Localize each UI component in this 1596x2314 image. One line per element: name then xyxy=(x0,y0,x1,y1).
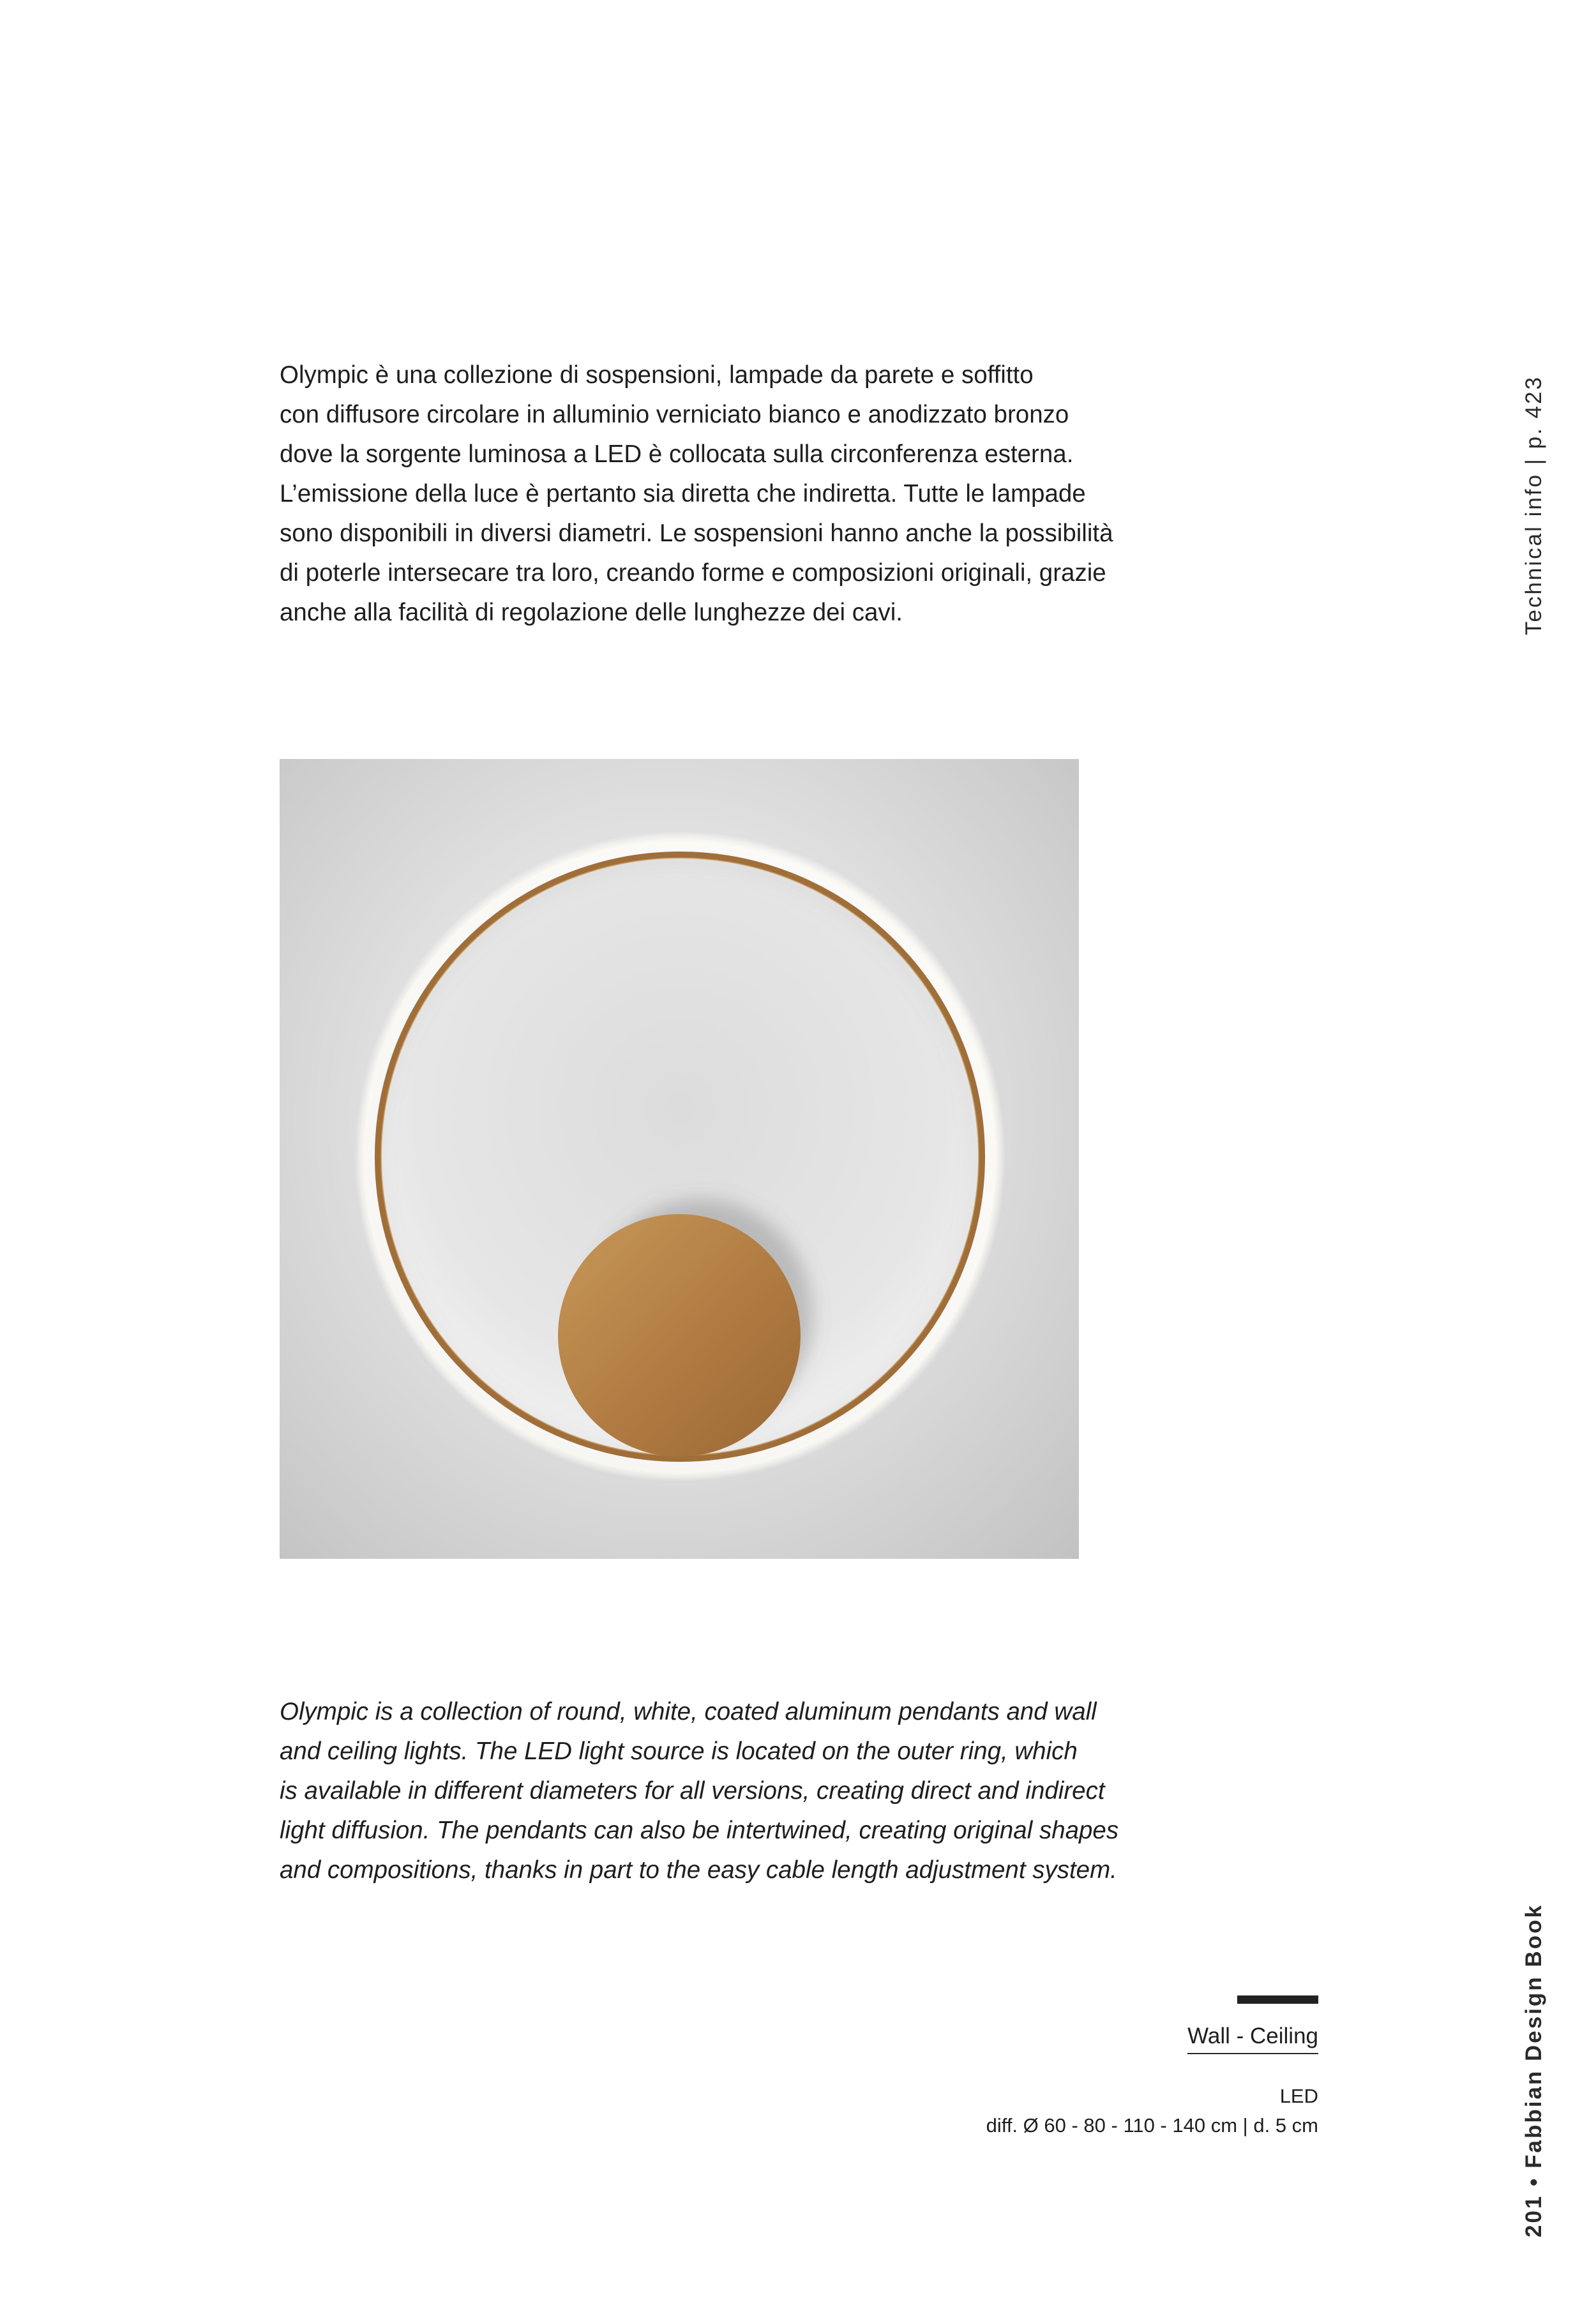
light-source-type: LED xyxy=(1279,2085,1318,2107)
intro-italian xyxy=(280,356,1113,633)
product-photo xyxy=(280,759,1079,1559)
spec-divider-bar xyxy=(1237,1995,1318,2004)
intro-en-line: light diffusion. The pendants can also be intertwined, creating original shapes xyxy=(280,1817,1119,1844)
intro-it-line: con diffusore circolare in alluminio verniciato bianco e anodizzato bronzo xyxy=(280,401,1069,428)
intro-it-line: di poterle intersecare tra loro, creando forme e composizioni originali, grazie xyxy=(280,559,1106,587)
intro-en-line: and ceiling lights. The LED light source is located on the outer ring, which xyxy=(280,1738,1078,1765)
intro-it-line: L’emissione della luce è pertanto sia diretta che indiretta. Tutte le lampade xyxy=(280,480,1086,507)
intro-en-line: is available in different diameters for all versions, creating direct and indirect xyxy=(280,1777,1105,1805)
intro-en-line: and compositions, thanks in part to the easy cable length adjustment system. xyxy=(280,1856,1117,1884)
category-label: Wall - Ceiling xyxy=(1187,2024,1318,2054)
technical-info-label: Technical info | p. 423 xyxy=(1521,375,1546,635)
intro-it-line: Olympic è una collezione di sospensioni, lampade da parete e soffitto xyxy=(280,361,1034,389)
intro-en-line: Olympic is a collection of round, white, coated aluminum pendants and wall xyxy=(280,1698,1097,1725)
intro-it-line: dove la sorgente luminosa a LED è collocata sulla circonferenza esterna. xyxy=(280,440,1074,468)
bronze-disc xyxy=(558,1214,801,1457)
intro-it-line: sono disponibili in diversi diametri. Le sospensioni hanno anche la possibilità xyxy=(280,520,1113,547)
intro-english xyxy=(280,1692,1118,1890)
dimensions-text: diff. Ø 60 - 80 - 110 - 140 cm | d. 5 cm xyxy=(986,2114,1318,2137)
page-number-book-title: 201 • Fabbian Design Book xyxy=(1521,1904,1546,2237)
intro-it-line: anche alla facilità di regolazione delle lunghezze dei cavi. xyxy=(280,599,903,626)
